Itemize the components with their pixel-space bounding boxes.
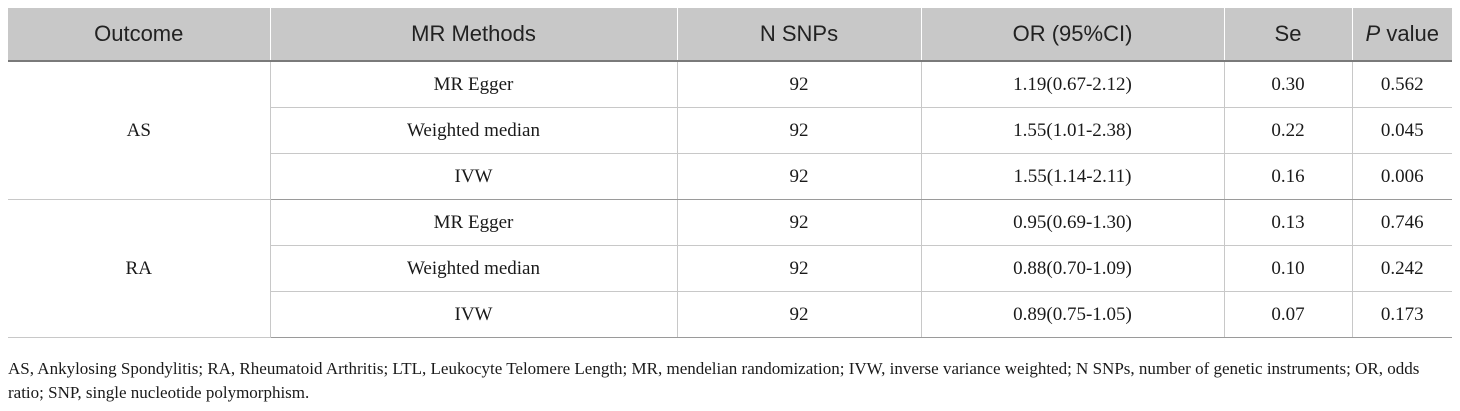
header-se: Se: [1224, 8, 1352, 61]
se-cell: 0.10: [1224, 246, 1352, 292]
table-header: [8, 8, 1452, 61]
se-cell: 0.07: [1224, 292, 1352, 338]
results-table-container: [8, 8, 1452, 338]
table-footnote: AS, Ankylosing Spondylitis; RA, Rheumatoid Arthritis; LTL, Leukocyte Telomere Length; MR, mendelian randomization; IVW, inverse variance weighted; N SNPs, number of genetic instruments; OR, odds ratio; SNP, single nucleotide polymorphism.: [8, 359, 1420, 402]
p-cell: 0.006: [1352, 154, 1452, 200]
method-cell: IVW: [270, 154, 677, 200]
nsnps-cell: 92: [677, 108, 921, 154]
outcome-cell: AS: [8, 61, 270, 200]
header-p-value: [1352, 8, 1452, 61]
header-row: [8, 8, 1452, 61]
or-cell: 0.95(0.69-1.30): [921, 200, 1224, 246]
method-cell: MR Egger: [270, 61, 677, 108]
se-cell: 0.13: [1224, 200, 1352, 246]
method-cell: Weighted median: [270, 246, 677, 292]
p-cell: 0.562: [1352, 61, 1452, 108]
header-p-italic: P: [1365, 21, 1381, 46]
table-row: [8, 61, 1452, 108]
header-outcome: Outcome: [8, 8, 270, 61]
method-cell: Weighted median: [270, 108, 677, 154]
or-cell: 1.55(1.14-2.11): [921, 154, 1224, 200]
nsnps-cell: 92: [677, 200, 921, 246]
method-cell: MR Egger: [270, 200, 677, 246]
p-cell: 0.045: [1352, 108, 1452, 154]
se-cell: 0.30: [1224, 61, 1352, 108]
method-cell: IVW: [270, 292, 677, 338]
header-mr-methods: MR Methods: [270, 8, 677, 61]
header-p-rest: value: [1380, 21, 1439, 46]
nsnps-cell: 92: [677, 154, 921, 200]
p-cell: 0.242: [1352, 246, 1452, 292]
header-n-snps: N SNPs: [677, 8, 921, 61]
or-cell: 1.55(1.01-2.38): [921, 108, 1224, 154]
mr-results-table: [8, 8, 1452, 338]
p-cell: 0.173: [1352, 292, 1452, 338]
nsnps-cell: 92: [677, 292, 921, 338]
se-cell: 0.22: [1224, 108, 1352, 154]
table-body: [8, 61, 1452, 338]
p-cell: 0.746: [1352, 200, 1452, 246]
or-cell: 1.19(0.67-2.12): [921, 61, 1224, 108]
table-row: [8, 200, 1452, 246]
outcome-cell: RA: [8, 200, 270, 338]
or-cell: 0.89(0.75-1.05): [921, 292, 1224, 338]
header-or-ci: OR (95%CI): [921, 8, 1224, 61]
or-cell: 0.88(0.70-1.09): [921, 246, 1224, 292]
se-cell: 0.16: [1224, 154, 1352, 200]
nsnps-cell: 92: [677, 61, 921, 108]
nsnps-cell: 92: [677, 246, 921, 292]
